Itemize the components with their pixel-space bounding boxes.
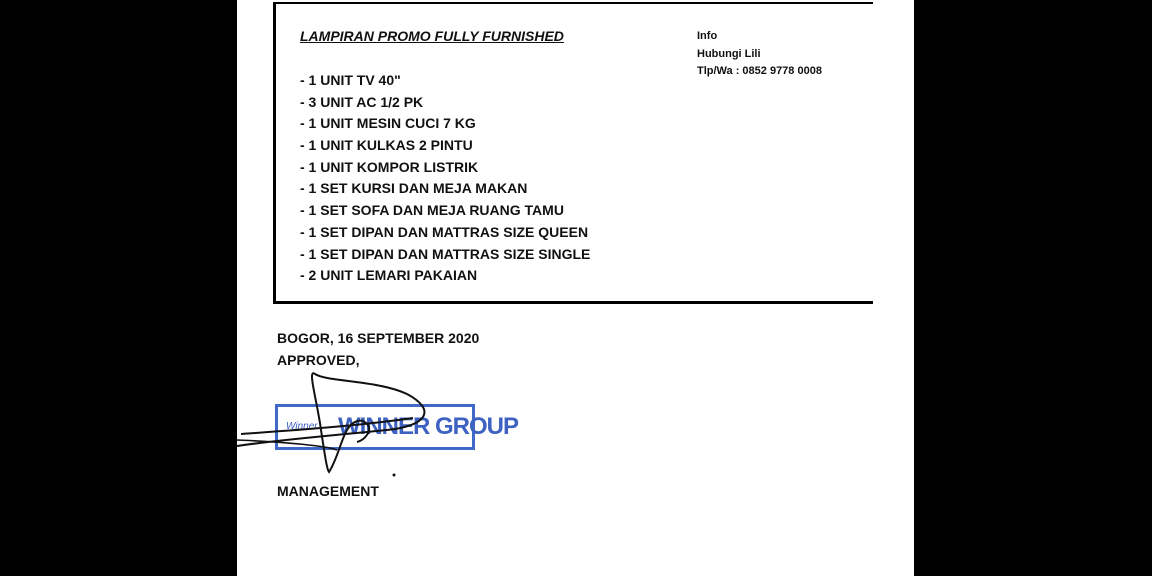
list-item: - 1 UNIT TV 40" — [300, 72, 401, 88]
document-page — [237, 0, 914, 576]
list-item: - 2 UNIT LEMARI PAKAIAN — [300, 267, 478, 284]
list-item: - 3 UNIT AC 1/2 PK — [300, 93, 424, 110]
place-date: BOGOR, 16 SEPTEMBER 2020 — [277, 330, 480, 346]
list-item: - 1 SET DIPAN DAN MATTRAS SIZE SINGLE — [300, 245, 591, 262]
list-item: - 1 SET DIPAN DAN MATTRAS SIZE QUEEN — [300, 223, 589, 240]
promo-item-list — [300, 70, 590, 287]
stamp-text: WINNER GROUP — [338, 413, 518, 440]
contact-phone: Tlp/Wa : 0852 9778 0008 — [697, 65, 822, 77]
list-item: - 1 UNIT MESIN CUCI 7 KG — [300, 115, 476, 132]
promo-title: LAMPIRAN PROMO FULLY FURNISHED — [300, 28, 564, 44]
contact-name: Hubungi Lili — [697, 47, 761, 60]
info-heading: Info — [697, 30, 718, 42]
management-label: MANAGEMENT — [277, 483, 379, 499]
list-item: - 1 UNIT KULKAS 2 PINTU — [300, 137, 473, 154]
list-item: - 1 UNIT KOMPOR LISTRIK — [300, 158, 479, 175]
promo-box — [273, 2, 873, 304]
stamp-logo-icon: Winner — [286, 421, 318, 432]
contact-info — [697, 28, 822, 81]
approved-label: APPROVED, — [277, 352, 360, 368]
list-item: - 1 SET KURSI DAN MEJA MAKAN — [300, 180, 528, 197]
list-item: - 1 SET SOFA DAN MEJA RUANG TAMU — [300, 202, 564, 219]
handwritten-signature — [237, 360, 497, 480]
